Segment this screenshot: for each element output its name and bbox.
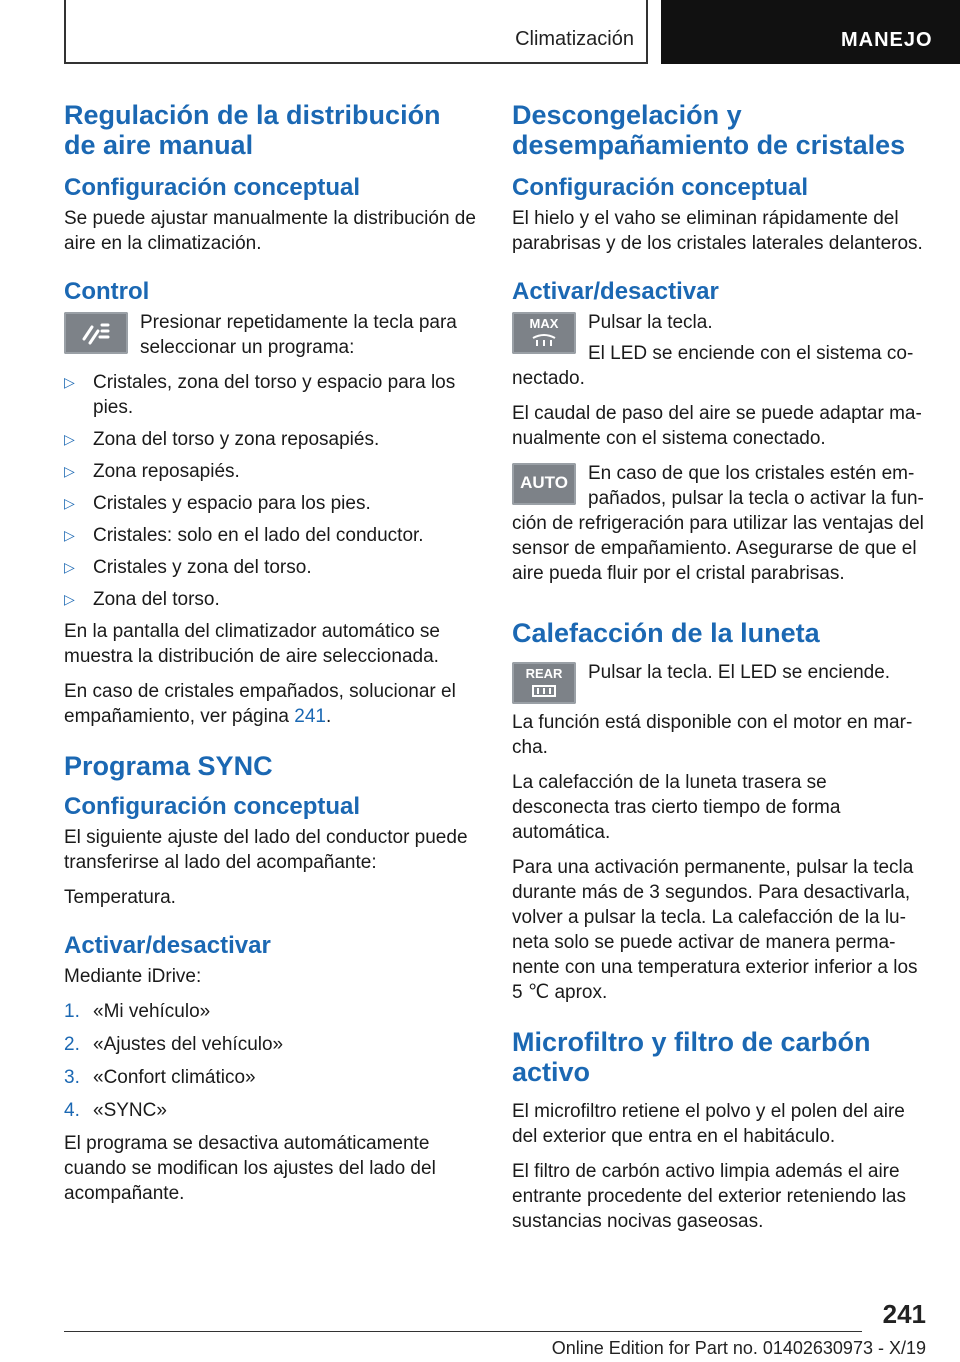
heading-sync-concept: Configuración conceptual — [64, 793, 361, 820]
list-item: ▷ Cristales: solo en el lado del conductor. — [64, 525, 424, 546]
right-column — [512, 100, 926, 1244]
heading-sync-toggle: Activar/desactivar — [64, 932, 271, 959]
triangle-icon: ▷ — [64, 527, 75, 543]
rear-text: Pulsar la tecla. El LED se enciende. — [588, 662, 891, 683]
triangle-icon: ▷ — [64, 495, 75, 511]
list-item: 3. «Confort climático» — [64, 1067, 256, 1088]
page-link[interactable]: 241 — [294, 706, 326, 727]
footer-edition: Online Edition for Part no. 01402630973 - X/19 — [551, 1338, 926, 1358]
off-text: La calefacción de la luneta trasera se desconecta tras cierto tiempo de forma automática. — [512, 772, 841, 843]
section-title: Climatización — [515, 28, 634, 50]
triangle-icon: ▷ — [64, 431, 75, 447]
control-block — [64, 310, 478, 370]
temperature-text: Temperatura. — [64, 887, 176, 908]
heading-concept: Configuración conceptual — [64, 174, 361, 201]
flow-text: El caudal de paso del aire se puede adaptar manualmente con el sistema conectado. — [512, 403, 922, 449]
list-item: 4. «SYNC» — [64, 1100, 167, 1121]
control-text: Presionar repetidamente la tecla para seleccionar un programa: — [140, 312, 457, 358]
press-text: Pulsar la tecla. — [588, 312, 713, 333]
left-column — [64, 100, 478, 1216]
heading-toggle: Activar/desactivar — [512, 278, 719, 305]
list-item: ▷ Zona del torso y zona reposapiés. — [64, 429, 380, 450]
list-item: ▷ Zona del torso. — [64, 589, 220, 610]
heading-filter: Microfiltro y filtro de carbón activo — [512, 1027, 871, 1087]
heading-manual-distribution: Regulación de la distribución de aire manual — [64, 100, 441, 160]
list-item: ▷ Zona reposapiés. — [64, 461, 240, 482]
heading-defrost: Descongelación y desempañamiento de cristales — [512, 100, 906, 160]
list-item: ▷ Cristales, zona del torso y espacio para los pies. — [64, 372, 456, 418]
heading-sync: Programa SYNC — [64, 751, 273, 781]
idrive-text: Mediante iDrive: — [64, 966, 202, 987]
heading-control: Control — [64, 278, 150, 305]
list-item: 2. «Ajustes del vehículo» — [64, 1034, 284, 1055]
permanent-text: Para una activación permanente, pulsar la tecla durante más de 3 segundos. Para desactivarla, volver a pulsar la tecla. La calefacción de la luneta solo se puede activar de manera permanente con una temperatura exterior inferior a los 5 ℃ aprox. — [512, 857, 918, 1003]
triangle-icon: ▷ — [64, 374, 75, 390]
auto-text: En caso de que los cristales estén empañados, pulsar la tecla o activar la función de refrigeración para utilizar las ventajas del sensor de empañamiento. Asegurarse de que el aire pueda fluir por el cristal parabrisas. — [512, 463, 924, 584]
air-distribution-button-icon — [64, 312, 128, 354]
triangle-icon: ▷ — [64, 463, 75, 479]
rear-defrost-button-icon: REAR — [512, 662, 576, 704]
fog-text: En caso de cristales empañados, solucionar el empañamiento, ver página 241. — [64, 681, 456, 727]
max-block — [512, 310, 926, 401]
auto-block — [512, 461, 926, 596]
max-defrost-button-icon: MAX — [512, 312, 576, 354]
list-item: ▷ Cristales y zona del torso. — [64, 557, 312, 578]
list-item: ▷ Cristales y espacio para los pies. — [64, 493, 371, 514]
led-text: El LED se enciende con el sistema conectado. — [512, 343, 914, 389]
sync-off-text: El programa se desactiva automáticamente cuando se modifican los ajustes del lado del acompañante. — [64, 1133, 436, 1204]
concept-text: Se puede ajustar manualmente la distribución de aire en la climatización. — [64, 208, 476, 254]
heading-concept: Configuración conceptual — [512, 174, 809, 201]
auto-button-icon: AUTO — [512, 463, 576, 505]
footer-divider — [64, 1331, 862, 1332]
concept-text: El hielo y el vaho se eliminan rápidamente del parabrisas y de los cristales laterales delanteros. — [512, 208, 923, 254]
engine-text: La función está disponible con el motor en marcha. — [512, 712, 913, 758]
page-number: 241 — [882, 1299, 926, 1329]
chapter-tab: MANEJO — [661, 0, 960, 64]
list-item: 1. «Mi vehículo» — [64, 1001, 211, 1022]
step-list — [64, 999, 478, 1123]
carbon-text: El filtro de carbón activo limpia además el aire entrante procedente del exterior reteniendo las sustancias nocivas gaseosas. — [512, 1161, 906, 1232]
triangle-icon: ▷ — [64, 591, 75, 607]
microfilter-text: El microfiltro retiene el polvo y el polen del aire del exterior que entra en el habitáculo. — [512, 1101, 905, 1147]
program-list — [64, 370, 478, 612]
heading-rear: Calefacción de la luneta — [512, 618, 820, 648]
sync-concept-text: El siguiente ajuste del lado del conductor puede transferirse al lado del acompañante: — [64, 827, 468, 873]
header-section-box — [64, 0, 648, 64]
rear-block — [512, 660, 926, 710]
display-text: En la pantalla del climatizador automático se muestra la distribución de aire seleccionada. — [64, 621, 440, 667]
triangle-icon: ▷ — [64, 559, 75, 575]
